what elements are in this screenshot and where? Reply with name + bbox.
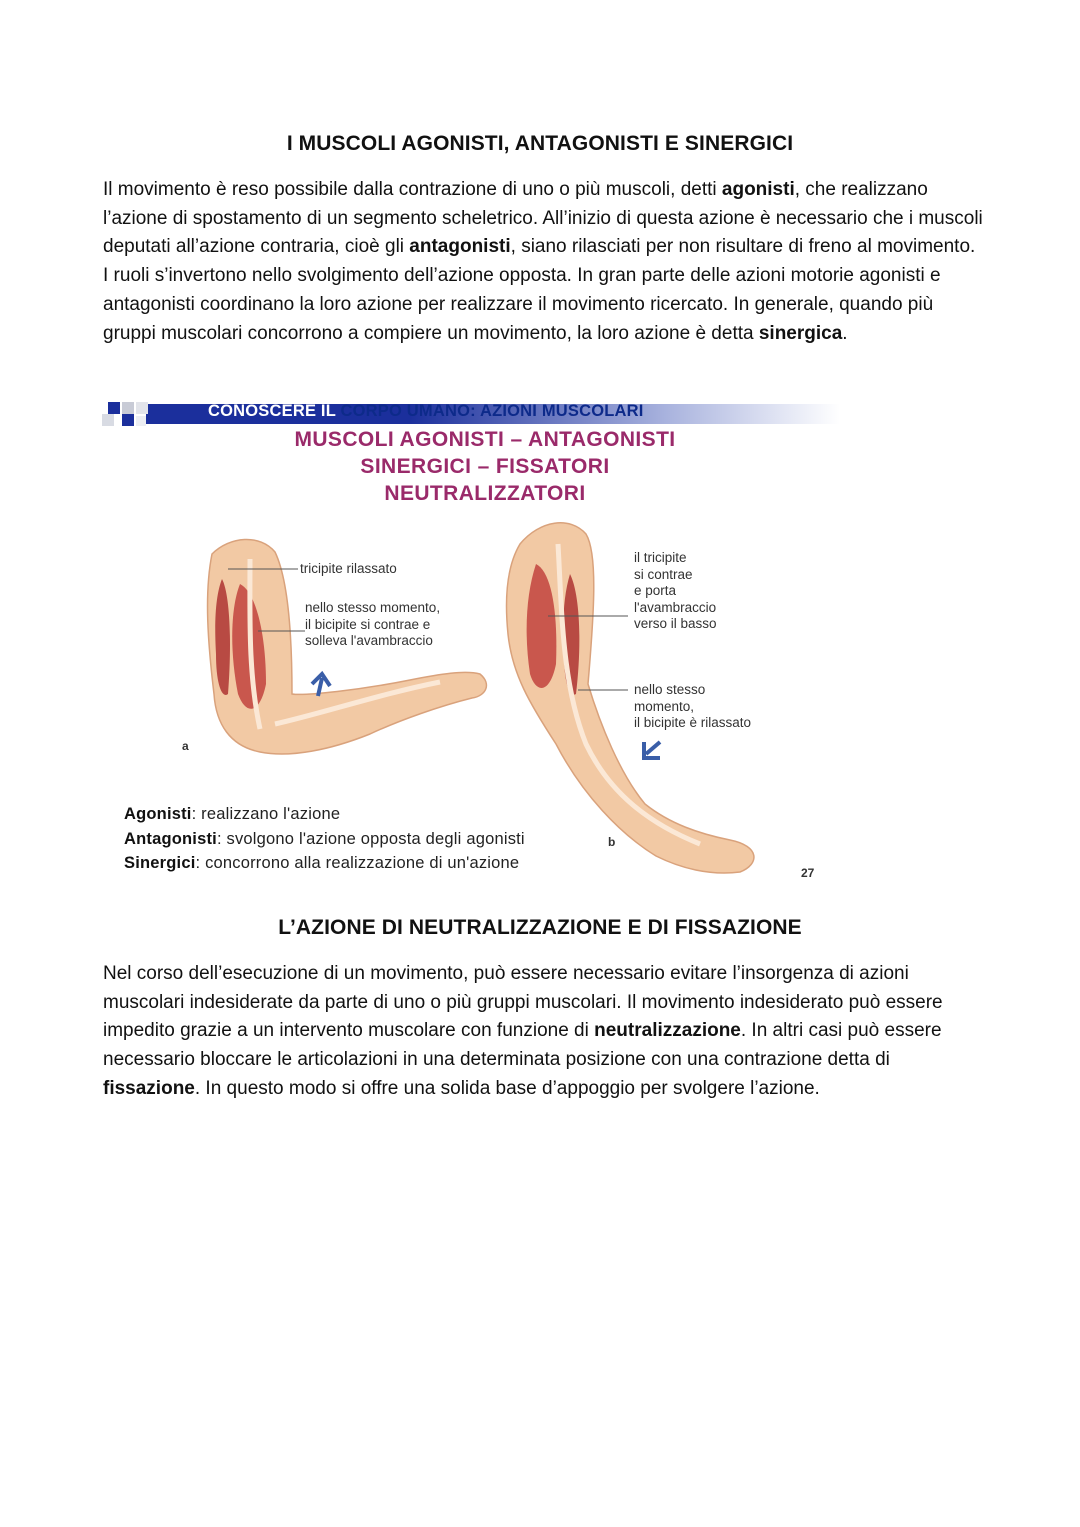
label-b1-line1: il tricipite: [634, 550, 687, 565]
term-sinergica: sinergica: [758, 322, 843, 344]
para1-text-2: , che realizzano l’azione di spostamento di un segmento scheletrico. All’inizio di questa azione è necessario che i muscoli deputati all’azione contraria, cioè gli: [103, 179, 983, 258]
legend-term-antagonisti: Antagonisti: [124, 830, 217, 848]
muscle-slide-figure: [100, 394, 840, 889]
slide-title-line1: MUSCOLI AGONISTI – ANTAGONISTI: [294, 428, 676, 451]
label-a2-line1: nello stesso momento,: [305, 600, 441, 615]
label-b1-line4: l'avambraccio: [634, 599, 717, 615]
term-antagonisti: antagonisti: [409, 236, 511, 258]
para2-text-2: . In altri casi può essere necessario bloccare le articolazioni in una determinata posizione con una contrazione detta di: [103, 1020, 942, 1071]
para1-text-4: .: [842, 322, 848, 344]
legend-term-sinergici: Sinergici: [124, 854, 196, 872]
heading-neutralizzazione: L’AZIONE DI NEUTRALIZZAZIONE E DI FISSAZIONE: [278, 916, 802, 939]
term-fissazione: fissazione: [103, 1077, 195, 1099]
label-b1-line2: si contrae: [634, 566, 693, 582]
figure-letter-b: b: [608, 835, 616, 849]
label-b1-line5: verso il basso: [634, 616, 717, 631]
label-b2-line2: momento,: [634, 698, 695, 714]
slide-page-number: 27: [801, 866, 815, 880]
label-biceps-contracts: [305, 600, 440, 650]
arm-b-down-arrow-icon: [644, 742, 660, 758]
label-b2-line1: nello stesso: [634, 682, 706, 697]
label-biceps-relaxed: [634, 682, 751, 732]
legend-antagonisti: [124, 830, 525, 849]
label-triceps-contracts: [634, 550, 717, 633]
para1-text-1: Il movimento è reso possibile dalla contrazione di uno o più muscoli, detti: [103, 179, 722, 200]
paragraph-neutralizzazione: [103, 960, 983, 1104]
slide-header-part1: CONOSCERE IL: [208, 402, 341, 420]
label-b1-line3: e porta: [634, 583, 677, 598]
paragraph-agonisti: [103, 176, 983, 348]
legend-desc-sinergici: : concorrono alla realizzazione di un'azione: [195, 854, 520, 872]
legend-term-agonisti: Agonisti: [124, 805, 192, 823]
label-b2-line3: il bicipite è rilassato: [634, 715, 752, 730]
slide-title-line3: NEUTRALIZZATORI: [384, 482, 586, 505]
para2-text-1: Nel corso dell’esecuzione di un movimento, può essere necessario evitare l’insorgenza di azioni muscolari indesiderate da parte di uno o più gruppi muscolari. Il movimento indesiderato può essere impedito grazie a un intervento muscolare con funzione di: [103, 963, 943, 1042]
heading-agonisti: I MUSCOLI AGONISTI, ANTAGONISTI E SINERGICI: [286, 132, 794, 155]
label-triceps-relaxed: tricipite rilassato: [300, 561, 397, 576]
term-neutralizzazione: neutralizzazione: [594, 1020, 741, 1042]
legend-agonisti: [124, 805, 340, 824]
term-agonisti: agonisti: [721, 179, 795, 200]
para1-text-3: , siano rilasciati per non risultare di freno al movimento. I ruoli s’invertono nello svolgimento dell’azione opposta. In gran parte delle azioni motorie agonisti e antagonisti coordinano la loro azione per realizzare il movimento ricercato. In generale, quando più gruppi muscolari concorrono a compiere un movimento, la loro azione è detta: [103, 236, 976, 344]
label-a2-line3: solleva l'avambraccio: [305, 633, 433, 648]
legend-desc-antagonisti: : svolgono l'azione opposta degli agonisti: [216, 830, 525, 848]
slide-title-line2: SINERGICI – FISSATORI: [360, 455, 610, 478]
label-a2-line2: il bicipite si contrae e: [305, 616, 431, 632]
legend-desc-agonisti: : realizzano l'azione: [191, 805, 341, 823]
figure-letter-a: a: [182, 739, 189, 753]
legend-sinergici: [124, 854, 519, 873]
para2-text-3: . In questo modo si offre una solida base d’appoggio per svolgere l’azione.: [194, 1077, 820, 1099]
slide-header-part2: CORPO UMANO: AZIONI MUSCOLARI: [340, 402, 644, 420]
